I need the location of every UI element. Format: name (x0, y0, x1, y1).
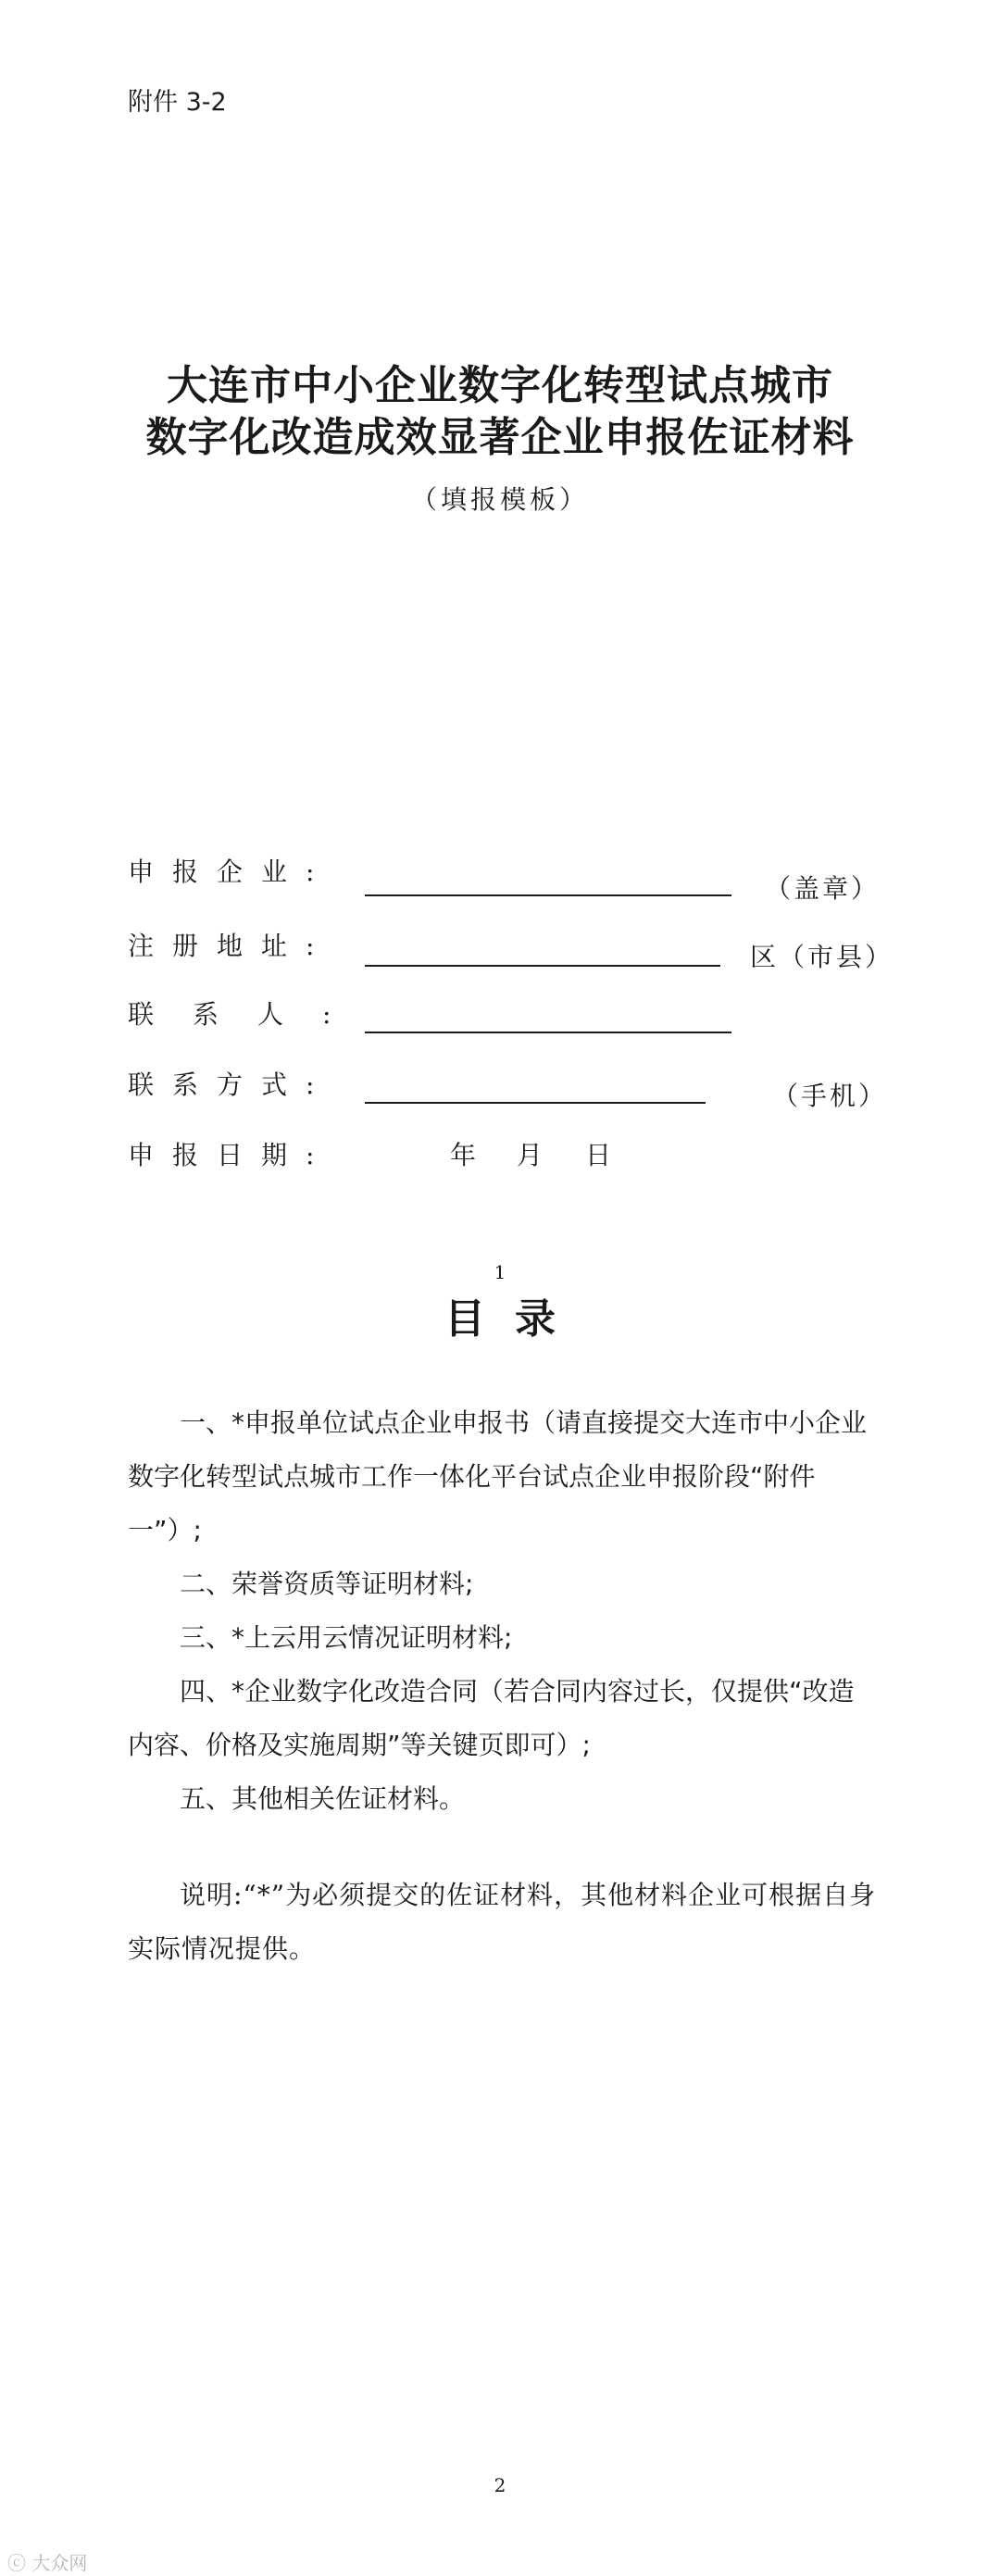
annex-label: 附件 3-2 (128, 88, 227, 117)
toc-item: 五、其他相关佐证材料。 (180, 1783, 466, 1814)
note-text: 说明:“*”为必须提交的佐证材料，其他材料企业可根据自身实际情况提供。 (128, 1880, 877, 1964)
date-year: 年 (450, 1140, 477, 1170)
toc-title-char2: 录 (515, 1295, 556, 1343)
watermark-text: 大众网 (31, 2552, 88, 2574)
page-number-2: 2 (494, 2474, 506, 2496)
contact-label: 联系人: (128, 999, 370, 1030)
toc-item: 二、荣誉资质等证明材料; (180, 1569, 474, 1599)
toc-list (128, 1396, 878, 1826)
document-title-line1: 大连市中小企业数字化转型试点城市 (167, 362, 833, 409)
toc-title (0, 1285, 1000, 1344)
date-label: 申报日期: (128, 1140, 333, 1170)
watermark (7, 2548, 87, 2575)
toc-item: 一、*申报单位试点企业申报书（请直接提交大连市中小企业数字化转型试点城市工作一体化平台试点企业申报阶段“附件一”）; (128, 1407, 868, 1545)
address-label: 注册地址: (128, 931, 333, 961)
phone-field-line (365, 1102, 706, 1104)
company-suffix: （盖章） (765, 873, 881, 904)
watermark-logo-icon: ⓒ (7, 2552, 26, 2574)
date-month: 月 (517, 1140, 544, 1170)
contact-field-line (365, 1032, 731, 1033)
toc-title-char1: 目 (444, 1295, 485, 1343)
document-title-line2: 数字化改造成效显著企业申报佐证材料 (145, 414, 855, 461)
phone-suffix: （手机） (772, 1081, 888, 1111)
document-subtitle: （填报模板） (410, 484, 589, 515)
date-day: 日 (585, 1140, 612, 1170)
page-number-1: 1 (494, 1261, 506, 1283)
company-label: 申报企业: (128, 857, 333, 887)
company-field-line (365, 894, 731, 896)
phone-label: 联系方式: (128, 1069, 333, 1100)
address-suffix: 区（市县） (750, 942, 894, 972)
address-field-line (365, 965, 720, 967)
toc-item: 四、*企业数字化改造合同（若合同内容过长，仅提供“改造内容、价格及实施周期”等关键页即可）; (128, 1676, 855, 1760)
toc-item: 三、*上云用云情况证明材料; (180, 1622, 513, 1653)
